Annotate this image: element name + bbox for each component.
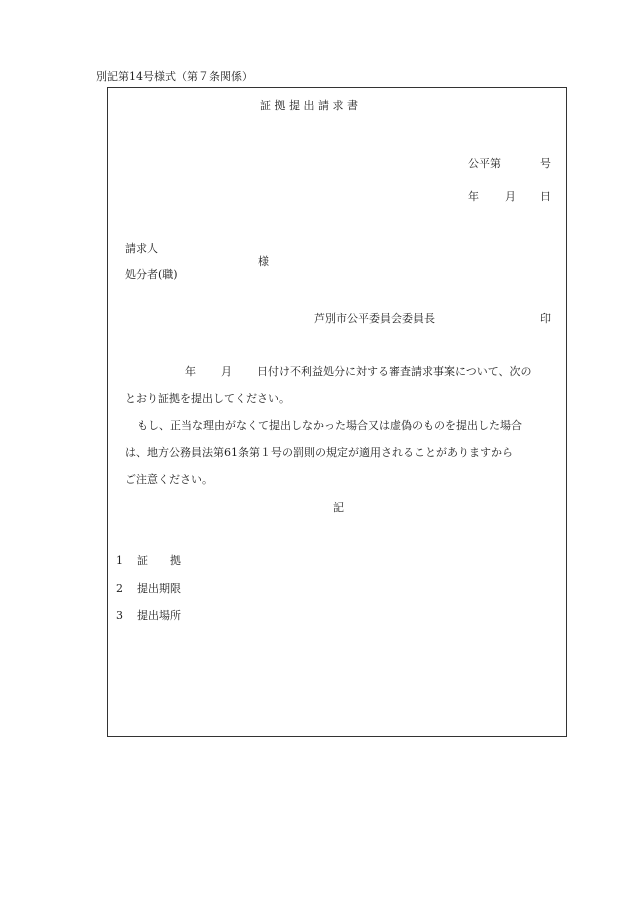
item-number: 3 — [116, 609, 123, 622]
item-number: 1 — [116, 554, 123, 567]
issuer-name: 芦別市公平委員会委員長 — [314, 312, 435, 325]
record-label: 記 — [333, 501, 344, 514]
item-label: 提出期限 — [137, 582, 181, 595]
body-para1-text: 日付け不利益処分に対する審査請求事案について、次の — [257, 365, 532, 378]
body-para2-line3: ご注意ください。 — [125, 473, 213, 486]
issuer-seal: 印 — [540, 312, 551, 325]
document-frame — [107, 87, 567, 737]
body-para2-line2: は、地方公務員法第61条第１号の罰則の規定が適用されることがありますから — [125, 446, 513, 459]
body-year: 年 — [185, 365, 196, 378]
recipient-line1: 請求人 — [125, 242, 158, 255]
doc-number-suffix: 号 — [540, 157, 551, 170]
date-year: 年 — [468, 190, 479, 203]
item-number: 2 — [116, 582, 123, 595]
body-para2-line1: もし、正当な理由がなくて提出しなかった場合又は虚偽のものを提出した場合 — [137, 419, 522, 432]
doc-number-prefix: 公平第 — [468, 157, 501, 170]
recipient-honorific: 様 — [258, 255, 269, 268]
body-para1-line2: とおり証拠を提出してください。 — [125, 392, 290, 405]
date-day: 日 — [540, 190, 551, 203]
recipient-line2: 処分者(職) — [125, 268, 178, 281]
item-label: 提出場所 — [137, 609, 181, 622]
date-month: 月 — [505, 190, 516, 203]
document-title: 証 拠 提 出 請 求 書 — [260, 99, 358, 112]
body-month: 月 — [221, 365, 232, 378]
item-label: 証 拠 — [137, 554, 181, 567]
form-label: 別記第14号様式（第７条関係） — [96, 70, 253, 83]
